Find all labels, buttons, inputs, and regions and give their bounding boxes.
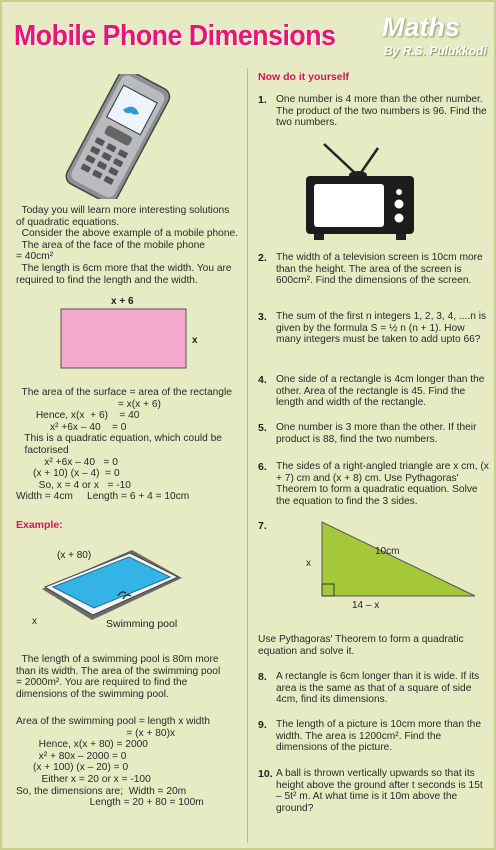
exercise-heading: Now do it yourself: [258, 71, 350, 83]
question-number: 1.: [258, 94, 267, 106]
header: [2, 2, 494, 72]
right-triangle: [320, 520, 480, 600]
question-number: 10.: [258, 768, 273, 780]
example-heading: Example:: [16, 519, 63, 531]
working-line: So, x = 4 or x = -10: [16, 479, 131, 491]
working-line: (x + 10) (x – 4) = 0: [16, 468, 120, 480]
rect-top-label: x + 6: [111, 296, 134, 307]
question-number: 7.: [258, 520, 267, 532]
pool-text-line: than its width. The area of the swimming pool: [16, 665, 221, 677]
pool-working: [16, 716, 241, 809]
question-text: One number is 4 more than the other number. The product of the two numbers is 96. Find the two numbers.: [276, 94, 487, 129]
working-line: x² +6x – 40 = 0: [16, 456, 118, 468]
mobile-phone-icon: [42, 74, 192, 199]
pool-working-line: Hence, x(x + 80) = 2000: [16, 739, 148, 751]
working-line: = x(x + 6): [16, 398, 161, 410]
question-text: The width of a television screen is 10cm more than the height. The area of the screen is 600cm². Find the dimensions of the screen.: [276, 252, 483, 287]
intro-text: [16, 205, 241, 286]
triangle-side-label: x: [306, 558, 311, 569]
pool-top-label: (x + 80): [57, 550, 92, 561]
television-icon: [302, 142, 420, 242]
pool-working-line: x² + 80x – 2000 = 0: [16, 750, 127, 762]
question-number: 5.: [258, 422, 267, 434]
question-text: The sides of a right-angled triangle are x cm, (x + 7) cm and (x + 8) cm. Use Pythagoras' Theorem to form a quadratic equation. Solve the equation to find the 3 sides.: [276, 461, 489, 507]
question-number: 2.: [258, 252, 267, 264]
question-text: The sum of the first n integers 1, 2, 3, 4, ....n is given by the formula S = ½ n (n + 1). How many integers must be taken to add upto 66?: [276, 311, 487, 346]
working-line: x² +6x – 40 = 0: [16, 421, 127, 433]
rect-side-label: x: [192, 335, 198, 346]
pool-caption: Swimming pool: [106, 618, 178, 630]
triangle-hyp-label: 10cm: [375, 546, 400, 557]
question-number: 4.: [258, 374, 267, 386]
subject-label: Maths: [382, 12, 461, 42]
swimming-pool-icon: [22, 544, 192, 624]
intro-line: required to find the length and the width.: [16, 274, 198, 286]
question-number: 3.: [258, 311, 267, 323]
working-line: Hence, x(x + 6) = 40: [16, 410, 140, 422]
pool-working-line: = (x + 80)x: [16, 727, 176, 739]
pool-working-line: Area of the swimming pool = length x width: [16, 716, 210, 727]
author-label: By R.S. Pulukkodi: [384, 44, 487, 58]
triangle-base-label: 14 – x: [352, 600, 380, 611]
working-line: The area of the surface = area of the rectangle: [16, 387, 232, 398]
intro-line: The area of the face of the mobile phone: [16, 239, 205, 251]
pool-working-line: So, the dimensions are; Width = 20m: [16, 785, 187, 797]
question-number: 9.: [258, 719, 267, 731]
pool-text-line: dimensions of the swimming pool.: [16, 688, 169, 700]
question-text: A rectangle is 6cm longer than it is wide. If its area is the same as that of a square of side 4cm, find its dimensions.: [276, 671, 480, 706]
intro-line: = 40cm²: [16, 251, 54, 263]
pink-rectangle: [60, 308, 188, 370]
pool-text-line: = 2000m². You are required to find the: [16, 677, 188, 689]
pool-working-line: (x + 100) (x – 20) = 0: [16, 762, 129, 774]
q7-text-line: Use Pythagoras' Theorem to form a quadratic: [258, 634, 464, 645]
q7-text: [258, 634, 464, 657]
intro-line: The length is 6cm more that the width. You are: [16, 262, 232, 274]
pool-problem-text: [16, 654, 241, 700]
intro-line: Today you will learn more interesting solutions: [16, 205, 230, 216]
working-line: factorised: [16, 444, 69, 456]
pool-working-line: Either x = 20 or x = -100: [16, 773, 151, 785]
intro-line: of quadratic equations.: [16, 216, 120, 228]
question-number: 6.: [258, 461, 267, 473]
question-text: One side of a rectangle is 4cm longer than the other. Area of the rectangle is 45. Find the length and width of the rectangle.: [276, 374, 485, 409]
question-text: The length of a picture is 10cm more than the width. The area is 1200cm². Find the dimensions of the picture.: [276, 719, 481, 754]
column-divider: [247, 68, 248, 843]
pool-side-label: x: [32, 616, 37, 627]
intro-line: Consider the above example of a mobile phone.: [16, 228, 239, 240]
question-text: One number is 3 more than the other. If their product is 88, find the two numbers.: [276, 422, 477, 445]
question-text: A ball is thrown vertically upwards so that its height above the ground after t seconds is 15t – 5t² m. At what time is it 10m above the ground?: [276, 768, 483, 814]
question-number: 8.: [258, 671, 267, 683]
pool-text-line: The length of a swimming pool is 80m more: [16, 654, 219, 665]
page-title: Mobile Phone Dimensions: [14, 20, 336, 52]
pool-working-line: Length = 20 + 80 = 100m: [16, 797, 204, 809]
working-line: Width = 4cm Length = 6 + 4 = 10cm: [16, 491, 190, 503]
q7-text-line: equation and solve it.: [258, 645, 355, 657]
rectangle-working: [16, 387, 241, 503]
working-line: This is a quadratic equation, which could be: [16, 433, 222, 445]
